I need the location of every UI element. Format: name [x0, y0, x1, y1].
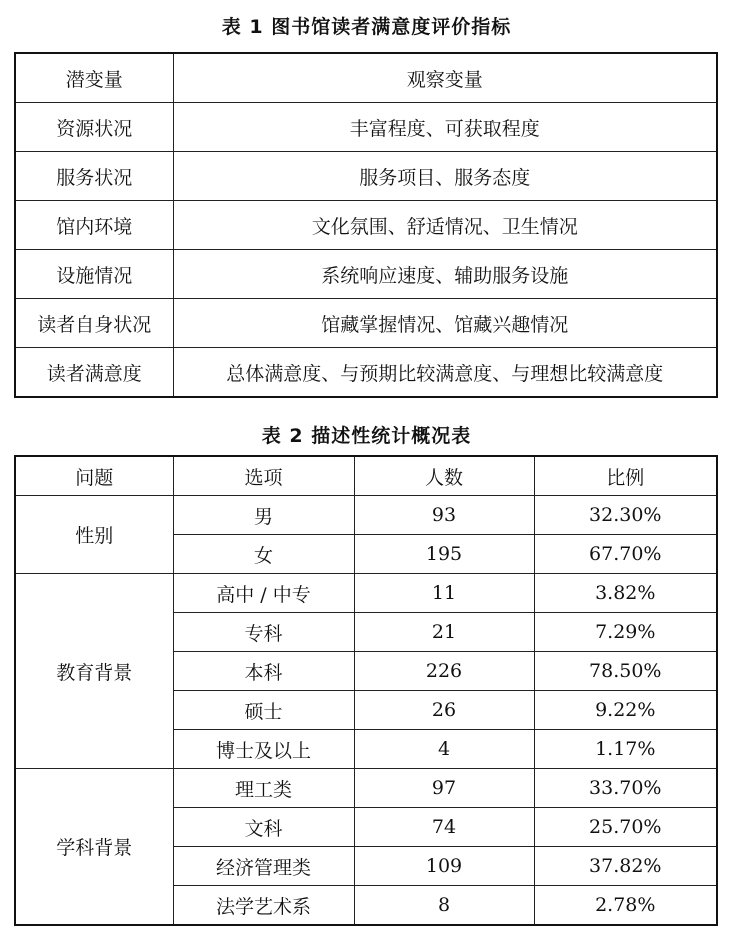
ratio-cell: 1.17%	[534, 730, 717, 769]
ratio-cell: 32.30%	[534, 496, 717, 535]
observed-variable-cell: 系统响应速度、辅助服务设施	[173, 250, 717, 299]
table-header-row	[15, 456, 717, 496]
latent-variable-cell: 服务状况	[15, 152, 173, 201]
option-cell: 专科	[173, 613, 354, 652]
ratio-cell: 2.78%	[534, 886, 717, 926]
count-cell: 226	[354, 652, 534, 691]
option-cell: 理工类	[173, 769, 354, 808]
ratio-cell: 25.70%	[534, 808, 717, 847]
count-cell: 97	[354, 769, 534, 808]
table1-caption: 表 1 图书馆读者满意度评价指标	[221, 16, 512, 38]
count-cell: 4	[354, 730, 534, 769]
option-cell: 博士及以上	[173, 730, 354, 769]
count-cell: 74	[354, 808, 534, 847]
count-cell: 26	[354, 691, 534, 730]
satisfaction-index-table	[14, 52, 718, 398]
ratio-cell: 37.82%	[534, 847, 717, 886]
observed-variable-cell: 丰富程度、可获取程度	[173, 103, 717, 152]
header-latent-variable: 潜变量	[15, 53, 173, 103]
header-question: 问题	[15, 456, 173, 496]
descriptive-statistics-table	[14, 455, 718, 926]
table-row	[15, 250, 717, 299]
ratio-cell: 9.22%	[534, 691, 717, 730]
option-cell: 本科	[173, 652, 354, 691]
count-cell: 93	[354, 496, 534, 535]
ratio-cell: 33.70%	[534, 769, 717, 808]
option-cell: 法学艺术系	[173, 886, 354, 926]
question-cell-gender: 性别	[15, 496, 173, 574]
header-ratio: 比例	[534, 456, 717, 496]
table-header-row	[15, 53, 717, 103]
count-cell: 21	[354, 613, 534, 652]
latent-variable-cell: 资源状况	[15, 103, 173, 152]
table2-caption: 表 2 描述性统计概况表	[261, 425, 472, 447]
table-row	[15, 152, 717, 201]
header-count: 人数	[354, 456, 534, 496]
table-row	[15, 348, 717, 398]
latent-variable-cell: 读者自身状况	[15, 299, 173, 348]
table-row	[15, 574, 717, 613]
latent-variable-cell: 馆内环境	[15, 201, 173, 250]
ratio-cell: 3.82%	[534, 574, 717, 613]
table-row	[15, 103, 717, 152]
header-option: 选项	[173, 456, 354, 496]
header-observed-variable: 观察变量	[173, 53, 717, 103]
table-row	[15, 299, 717, 348]
option-cell: 经济管理类	[173, 847, 354, 886]
observed-variable-cell: 总体满意度、与预期比较满意度、与理想比较满意度	[173, 348, 717, 398]
option-cell: 文科	[173, 808, 354, 847]
count-cell: 11	[354, 574, 534, 613]
latent-variable-cell: 读者满意度	[15, 348, 173, 398]
observed-variable-cell: 服务项目、服务态度	[173, 152, 717, 201]
option-cell: 女	[173, 535, 354, 574]
table-row	[15, 496, 717, 535]
option-cell: 高中 / 中专	[173, 574, 354, 613]
latent-variable-cell: 设施情况	[15, 250, 173, 299]
table-row	[15, 769, 717, 808]
observed-variable-cell: 馆藏掌握情况、馆藏兴趣情况	[173, 299, 717, 348]
count-cell: 8	[354, 886, 534, 926]
option-cell: 硕士	[173, 691, 354, 730]
ratio-cell: 78.50%	[534, 652, 717, 691]
option-cell: 男	[173, 496, 354, 535]
table-row	[15, 201, 717, 250]
question-cell-discipline: 学科背景	[15, 769, 173, 926]
count-cell: 195	[354, 535, 534, 574]
observed-variable-cell: 文化氛围、舒适情况、卫生情况	[173, 201, 717, 250]
ratio-cell: 67.70%	[534, 535, 717, 574]
count-cell: 109	[354, 847, 534, 886]
ratio-cell: 7.29%	[534, 613, 717, 652]
question-cell-education: 教育背景	[15, 574, 173, 769]
